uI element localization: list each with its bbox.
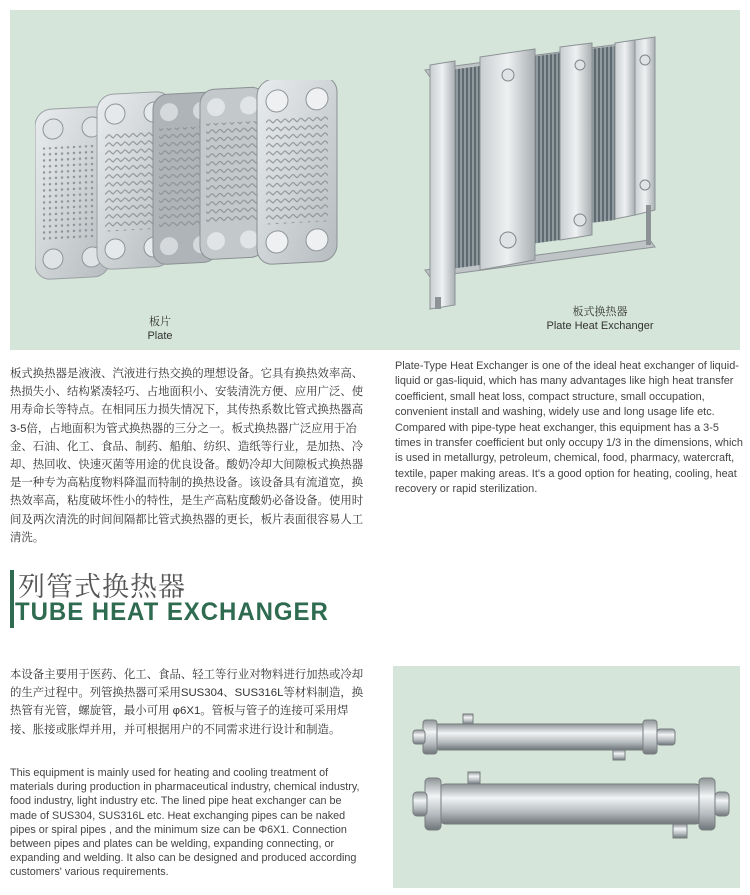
plate-caption	[120, 315, 200, 343]
tube-heat-exchanger-illustration	[393, 666, 740, 888]
plates-illustration	[35, 80, 340, 290]
tube-exchanger-small	[413, 714, 675, 760]
plate-caption-cn: 板片	[149, 316, 171, 328]
phe-caption	[520, 305, 680, 333]
phe-caption-cn: 板式换热器	[572, 306, 628, 318]
tube-description-cn: 本设备主要用于医药、化工、食品、轻工等行业对物料进行加热或冷却的生产过程中。列管换热器可采用SUS304、SUS316L等材料制造，换热管有光管，螺旋管，最小可用 φ6X1。管板与管子的连接可采用焊接、胀接或胀焊并用，并可根据用户的不同需求进行设计和制造。	[10, 669, 364, 736]
plate-caption-en: Plate	[147, 330, 173, 342]
phe-caption-en: Plate Heat Exchanger	[546, 320, 654, 332]
plate-4	[200, 87, 265, 260]
plate-5	[257, 80, 337, 265]
tube-exchanger-large	[413, 772, 729, 838]
plate-description-en: Plate-Type Heat Exchanger is one of the ideal heat exchanger of liquid-liquid or gas-liquid, which has many advantages like high heat transfer coefficient, small heat loss, compact structure, small occupation, convenient install and washing, widely use and long usage life etc. Compared with pipe-type heat exchanger, this equipment has a 3-5 times in transfer coefficient but only occupy 1/3 in the dimensions, which is used in metallurgy, petroleum, chemical, food, pharmacy, watercraft, textile, paper making areas. It's a good option for heating, cooling, heat recovery or rapid sterilization.	[395, 360, 743, 496]
plate-heat-exchanger-illustration	[420, 35, 680, 310]
tube-title-en: TUBE HEAT EXCHANGER	[15, 598, 329, 626]
plate-description-cn: 板式换热器是液液、汽液进行热交换的理想设备。它具有换热效率高、热损失小、结构紧凑轻巧、占地面积小、安装清洗方便、应用广泛、使用寿命长等特点。在相同压力损失情况下，其传热系数比管式换热器高3-5倍，占地面积为管式换热器的三分之一。板式换热器广泛应用于冶金、石油、化工、食品、制药、船舶、纺织、造纸等行业，是加热、冷却、热回收、快速灭菌等用途的优良设备。酸奶冷却大间隙板式换热器是一种专为高粘度物料降温而特制的换热设备。该设备具有流道宽，换热效率高，粘度破坏性小的特性，是生产高粘度酸奶必备设备。使用时间及两次清洗的时间间隔都比管式换热器的更长，板片表面很容易人工清洗。	[10, 368, 364, 544]
title-accent-bar	[10, 570, 14, 628]
tube-title-cn: 列管式换热器	[18, 572, 186, 602]
tube-description-en: This equipment is mainly used for heating and cooling treatment of materials during production in pharmaceutical industry, chemical industry, food industry, light industry etc. The lined pipe heat exchanger can be made of SUS304, SUS316L etc. Heat exchanging pipes can be naked pipes or spiral pipes , and the minimum size can be Φ6X1. Connection between pipes and plates can be welding, expanding connecting, or expanding and welding. It also can be designed and produced according customers' various requirements.	[10, 767, 360, 879]
